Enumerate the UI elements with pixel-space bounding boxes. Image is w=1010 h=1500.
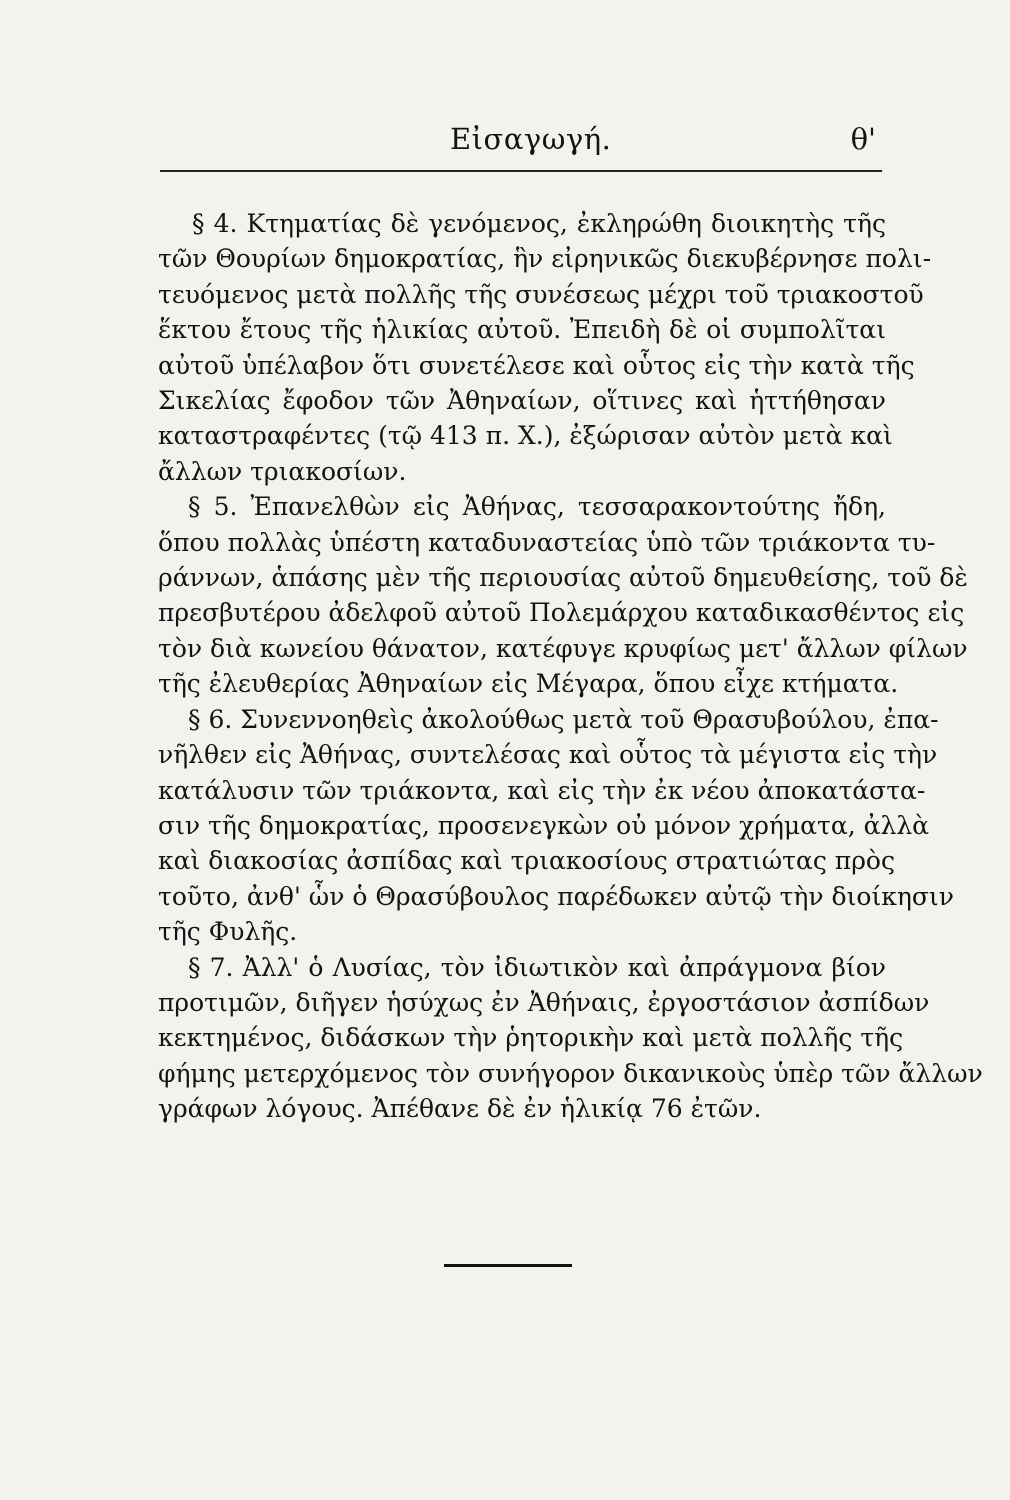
running-head [162, 122, 880, 162]
section-end-rule [444, 1264, 572, 1267]
paragraph-line: τὸν διὰ κωνείου θάνατον, κατέφυγε κρυφίως μετ' ἄλλων φίλων [158, 633, 968, 663]
paragraph-line: τοῦτο, ἀνθ' ὧν ὁ Θρασύβουλος παρέδωκεν αὐτῷ τὴν διοίκησιν [158, 881, 954, 911]
paragraph-line: § 5. Ἐπανελθὼν εἰς Ἀθήνας, τεσσαρακοντούτης ἤδη, [188, 492, 886, 522]
paragraph-line: καταστραφέντες (τῷ 413 π. Χ.), ἐξώρισαν αὐτὸν μετὰ καὶ [158, 421, 893, 451]
paragraph-line: ράννων, ἁπάσης μὲν τῆς περιουσίας αὐτοῦ δημευθείσης, τοῦ δὲ [158, 563, 968, 593]
paragraph-7 [158, 950, 983, 1127]
paragraph-line: τευόμενος μετὰ πολλῆς τῆς συνέσεως μέχρι τοῦ τριακοστοῦ [158, 279, 924, 309]
paragraph-4 [158, 206, 932, 489]
paragraph-line: καὶ διακοσίας ἀσπίδας καὶ τριακοσίους στρατιώτας πρὸς [158, 846, 895, 876]
paragraph-6 [158, 702, 954, 950]
paragraph-line: φήμης μετερχόμενος τὸν συνήγορον δικανικοὺς ὑπὲρ τῶν ἄλλων [158, 1058, 983, 1088]
paragraph-line: γράφων λόγους. Ἀπέθανε δὲ ἐν ἡλικίᾳ 76 ἐτῶν. [158, 1094, 762, 1124]
paragraph-5 [158, 489, 968, 701]
paragraph-line: ἕκτου ἔτους τῆς ἡλικίας αὐτοῦ. Ἐπειδὴ δὲ οἱ συμπολῖται [158, 315, 886, 345]
body-text [158, 206, 983, 1127]
page-number: θ' [850, 122, 876, 156]
paragraph-line: τῆς ἐλευθερίας Ἀθηναίων εἰς Μέγαρα, ὅπου εἶχε κτήματα. [158, 669, 899, 699]
paragraph-line: ἄλλων τριακοσίων. [158, 456, 407, 486]
paragraph-line: αὐτοῦ ὑπέλαβον ὅτι συνετέλεσε καὶ οὗτος εἰς τὴν κατὰ τῆς [158, 350, 915, 380]
paragraph-line: σιν τῆς δημοκρατίας, προσενεγκὼν οὐ μόνον χρήματα, ἀλλὰ [158, 810, 930, 840]
paragraph-line: κεκτημένος, διδάσκων τὴν ῥητορικὴν καὶ μετὰ πολλῆς τῆς [158, 1023, 904, 1053]
paragraph-line: Σικελίας ἔφοδον τῶν Ἀθηναίων, οἵτινες καὶ ἡττήθησαν [158, 386, 886, 416]
paragraph-line: § 6. Συνεννοηθεὶς ἀκολούθως μετὰ τοῦ Θρασυβούλου, ἐπα- [188, 704, 939, 734]
paragraph-line: νῆλθεν εἰς Ἀθήνας, συντελέσας καὶ οὗτος τὰ μέγιστα εἰς τὴν [158, 740, 938, 770]
paragraph-line: τῶν Θουρίων δημοκρατίας, ἣν εἰρηνικῶς διεκυβέρνησε πολι- [158, 244, 932, 274]
paragraph-line: ὅπου πολλὰς ὑπέστη καταδυναστείας ὑπὸ τῶν τριάκοντα τυ- [158, 527, 936, 557]
paragraph-line: πρεσβυτέρου ἀδελφοῦ αὐτοῦ Πολεμάρχου καταδικασθέντος εἰς [158, 598, 965, 628]
paragraph-line: § 4. Κτηματίας δὲ γενόμενος, ἐκληρώθη διοικητὴς τῆς [192, 209, 886, 238]
page-title: Εἰσαγωγή. [450, 122, 612, 156]
paragraph-line: προτιμῶν, διῆγεν ἡσύχως ἐν Ἀθήναις, ἐργοστάσιον ἀσπίδων [158, 987, 930, 1017]
paragraph-line: κατάλυσιν τῶν τριάκοντα, καὶ εἰς τὴν ἐκ νέου ἀποκατάστα- [158, 775, 926, 805]
header-rule [160, 170, 882, 172]
paragraph-line: § 7. Ἀλλ' ὁ Λυσίας, τὸν ἰδιωτικὸν καὶ ἀπράγμονα βίον [188, 952, 886, 982]
paragraph-line: τῆς Φυλῆς. [158, 917, 298, 947]
